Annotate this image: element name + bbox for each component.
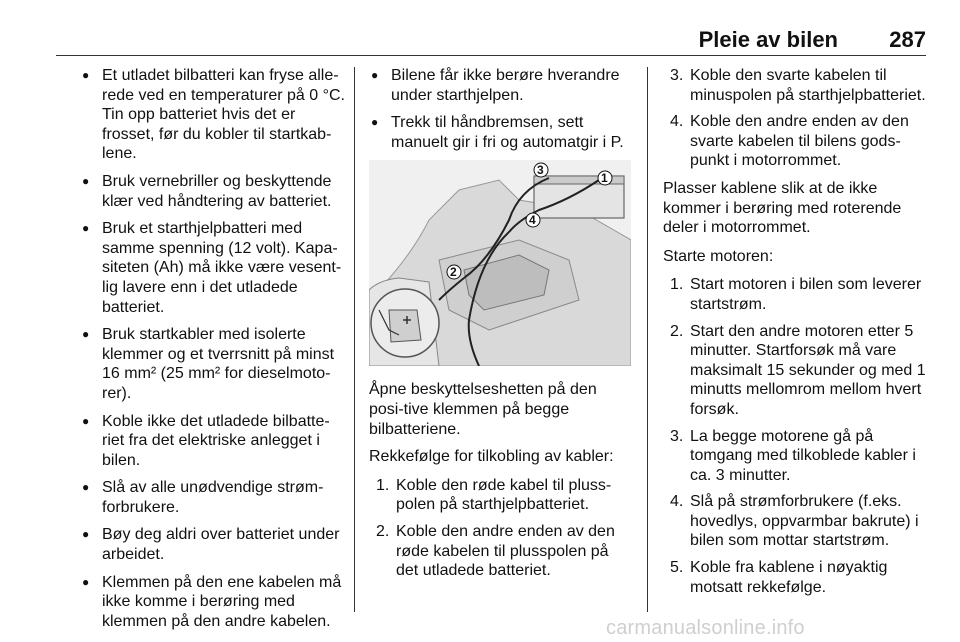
callout-3: 3 (537, 163, 544, 178)
callout-2: 2 (450, 265, 457, 280)
header-rule (56, 55, 926, 56)
list-item: 2. Koble den andre enden av den røde kabelen til plusspolen på det utladede batteriet. (376, 522, 615, 580)
start-engine-steps (663, 275, 927, 597)
bullet-icon: ● (82, 327, 90, 342)
connection-steps-continued (663, 66, 927, 171)
list-item: 3. La begge motorene gå på tomgang med tilkoblede kabler i ca. 3 minutter. (670, 427, 916, 484)
list-item: 5. Koble fra kablene i nøyaktig motsatt rekkefølge. (670, 559, 888, 596)
column-right (663, 66, 927, 605)
list-item: ● Et utladet bilbatteri kan fryse alle-rede ved en temperaturer på 0 °C. Tin opp batteriet hvis det er frosset, før du kobler til startkab-lene. (82, 67, 345, 163)
list-item: ● Bøy deg aldri over batteriet under arbeidet. (82, 526, 340, 564)
list-item: ● Bruk vernebriller og beskyttende klær ved håndtering av batteriet. (82, 172, 332, 210)
figure-caption: Åpne beskyttelseshetten på den posi-tive klemmen på begge bilbatteriene. (369, 381, 597, 438)
bullet-icon: ● (82, 173, 90, 188)
bullet-icon: ● (371, 68, 379, 82)
page-title: Pleie av bilen (698, 27, 838, 52)
callout-4: 4 (529, 213, 536, 228)
bullet-icon: ● (82, 480, 90, 495)
bullet-icon: ● (82, 68, 90, 82)
watermark: carmanualsonline.info (606, 617, 805, 639)
list-item: ● Bruk et starthjelpbatteri med samme spenning (12 volt). Kapa-siteten (Ah) må ikke være vesent-lig lavere enn i det utladede batteriet. (82, 220, 342, 316)
list-item: 4. Koble den andre enden av den svarte kabelen til bilens gods-punkt i motorrommet. (670, 113, 909, 170)
list-item: 2. Start den andre motoren etter 5 minutter. Startforsøk må vare maksimalt 15 sekunder og med 1 minutts mellomrom mellom hvert forsøk. (670, 322, 926, 418)
list-item: ● Trekk til håndbremsen, sett manuelt gir i fri og automatgir i P. (371, 114, 624, 151)
bullet-icon: ● (82, 413, 90, 428)
bullet-icon: ● (371, 115, 379, 130)
column-divider (354, 67, 355, 612)
list-item: 3. Koble den svarte kabelen til minuspolen på starthjelpbatteriet. (670, 67, 926, 104)
callout-1: 1 (601, 171, 608, 186)
column-left (80, 66, 350, 639)
column-middle (369, 66, 633, 589)
column-divider (647, 67, 648, 612)
bullet-icon: ● (82, 527, 90, 542)
connection-sequence-intro: Rekkefølge for tilkobling av kabler: (369, 448, 614, 466)
battery-jumpstart-illustration (369, 160, 631, 366)
bullet-icon: ● (82, 221, 90, 236)
list-item: ● Klemmen på den ene kabelen må ikke komme i berøring med klemmen på den andre kabelen. (82, 573, 342, 630)
list-item: 1. Start motoren i bilen som leverer startstrøm. (670, 276, 922, 313)
precaution-list (369, 66, 633, 152)
list-item: 1. Koble den røde kabel til pluss-polen på starthjelpbatteriet. (376, 476, 612, 514)
cable-placement-note: Plasser kablene slik at de ikke kommer i berøring med roterende deler i motorrommet. (663, 179, 902, 237)
list-item: ● Bilene får ikke berøre hverandre under starthjelpen. (371, 67, 620, 104)
list-item: ● Bruk startkabler med isolerte klemmer og et tverrsnitt på minst 16 mm² (25 mm² for dieselmoto-rer). (82, 326, 335, 402)
list-item: ● Slå av alle unødvendige strøm-forbrukere. (82, 479, 324, 516)
start-engine-intro: Starte motoren: (663, 247, 774, 265)
bullet-icon: ● (82, 574, 90, 589)
page-number: 287 (889, 27, 926, 52)
connection-steps (369, 476, 633, 581)
list-item: ● Koble ikke det utladede bilbatte-riet fra det elektriske anlegget i bilen. (82, 412, 330, 469)
list-item: 4. Slå på strømforbrukere (f.eks. hovedlys, oppvarmbar bakrute) i bilen som mottar startstrøm. (670, 493, 919, 550)
warning-list (80, 66, 350, 631)
